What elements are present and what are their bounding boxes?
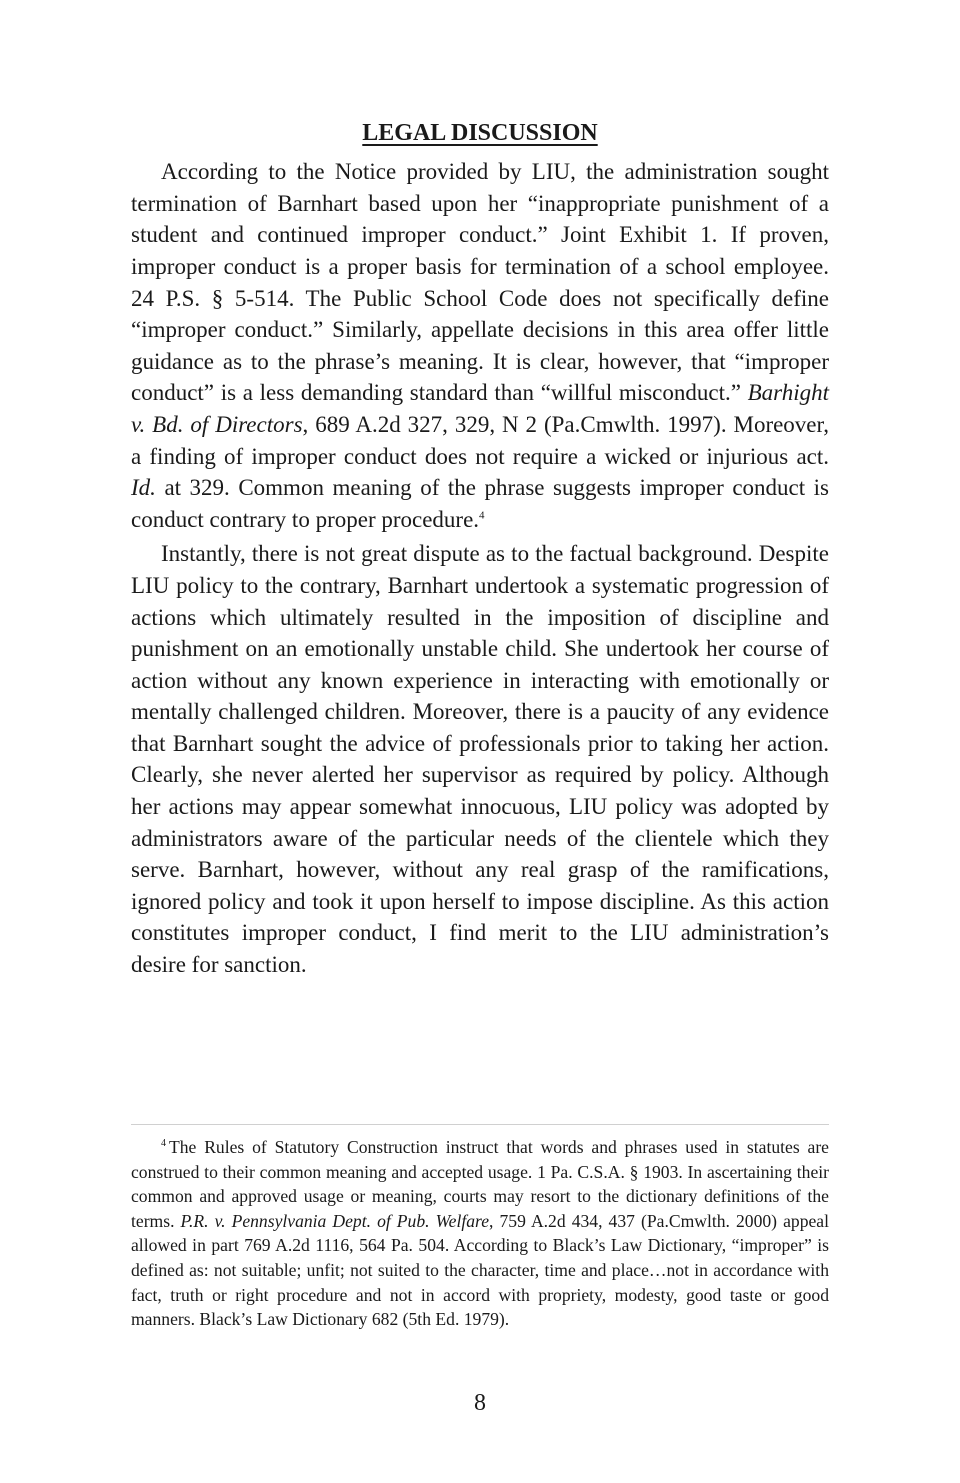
page-number: 8 [474, 1390, 486, 1416]
footnote-section [131, 1124, 829, 1332]
case-citation-pr: P.R. v. Pennsylvania Dept. of Pub. Welfare [180, 1210, 490, 1231]
footnote-4 [131, 1135, 829, 1332]
footnote-reference: 4 [479, 509, 485, 522]
footnote-text-b: , 759 A.2d 434, 437 (Pa.Cmwlth. 2000) appeal allowed in part 769 A.2d 1116, 564 Pa. 504. According to Black’s Law Dictionary, “improper” is defined as: not suitable; unfit; not suited to the character, time and place…not in accordance with fact, truth or right procedure and not in accord with propriety, modesty, good taste or good manners. Black’s Law Dictionary 682 (5th Ed. 1979). [131, 1210, 830, 1330]
paragraph-1-text-a: According to the Notice provided by LIU, the administration sought termination of Barnhart based upon her “inappropriate punishment of a student and continued improper conduct.” Joint Exhibit 1. If proven, improper conduct is a proper basis for termination of a school employee. 24 P.S. § 5-514. The Public School Code does not specifically define “improper conduct.” Similarly, appellate decisions in this area offer little guidance as to the phrase’s meaning. It is clear, however, that “improper conduct” is a less demanding standard than “willful misconduct.” [131, 159, 829, 406]
paragraph-1 [131, 156, 829, 535]
paragraph-1-text-c: at 329. Common meaning of the phrase suggests improper conduct is conduct contrary to proper procedure. [131, 475, 829, 532]
page-body [131, 118, 829, 984]
paragraph-1-text-b: , 689 A.2d 327, 329, N 2 (Pa.Cmwlth. 1997). Moreover, a finding of improper conduct does not require a wicked or injurious act. [131, 411, 830, 469]
id-citation: Id. [131, 475, 156, 501]
footnote-text-a: The Rules of Statutory Construction instruct that words and phrases used in statutes are construed to their common meaning and accepted usage. 1 Pa. C.S.A. § 1903. In ascertaining their common and approved usage or meaning, courts may resort to the dictionary definitions of the terms. [131, 1137, 829, 1231]
section-heading: LEGAL DISCUSSION [362, 120, 598, 146]
case-citation-barhight: Barhight v. Bd. of Directors [131, 380, 829, 437]
paragraph-2: Instantly, there is not great dispute as to the factual background. Despite LIU policy to the contrary, Barnhart undertook a systematic progression of actions which ultimately resulted in the imposition of discipline and punishment on an emotionally unstable child. She undertook her course of action without any known experience in interacting with emotionally or mentally challenged children. Moreover, there is a paucity of any evidence that Barnhart sought the advice of professionals prior to taking her action. Clearly, she never alerted her supervisor as required by policy. Although her actions may appear somewhat innocuous, LIU policy was adopted by administrators aware of the particular needs of the clientele which they serve. Barnhart, however, without any real grasp of the ramifications, ignored policy and took it upon herself to impose discipline. As this action constitutes improper conduct, I find merit to the LIU administration’s desire for sanction. [131, 541, 829, 978]
footnote-mark: 4 [161, 1138, 166, 1150]
